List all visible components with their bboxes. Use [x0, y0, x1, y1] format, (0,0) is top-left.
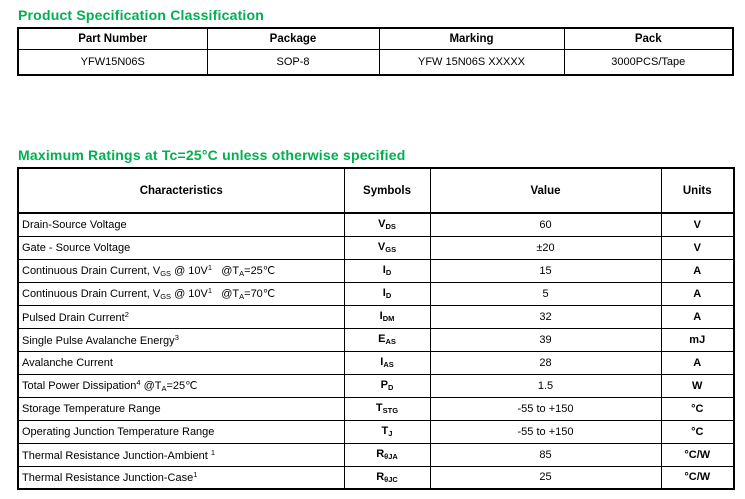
ratings-cell-units: V	[661, 213, 734, 236]
ratings-cell-value: 25	[430, 466, 661, 489]
ratings-table-row	[18, 466, 734, 489]
ratings-table-row	[18, 374, 734, 397]
ratings-cell-characteristics: Storage Temperature Range	[18, 397, 344, 420]
ratings-cell-units: V	[661, 236, 734, 259]
ratings-table-row	[18, 236, 734, 259]
ratings-table-row	[18, 443, 734, 466]
ratings-cell-symbol: $I_{AS}$	[344, 351, 430, 374]
ratings-cell-characteristics: Continuous Drain Current, $V_{GS}$ @ $10V^1$ $@T_A=70℃$	[18, 282, 344, 305]
ratings-header-value: Value	[430, 168, 661, 213]
ratings-table-body	[18, 213, 734, 489]
ratings-cell-value: 15	[430, 259, 661, 282]
ratings-table-row	[18, 213, 734, 236]
spec-table-header-row	[18, 28, 733, 49]
product-specification-table	[17, 27, 734, 76]
ratings-cell-value: 32	[430, 305, 661, 328]
ratings-cell-units: A	[661, 259, 734, 282]
ratings-cell-symbol: $E_{AS}$	[344, 328, 430, 351]
ratings-cell-characteristics: Drain-Source Voltage	[18, 213, 344, 236]
ratings-cell-characteristics: Gate - Source Voltage	[18, 236, 344, 259]
ratings-cell-units: A	[661, 282, 734, 305]
ratings-cell-value: -55 to +150	[430, 397, 661, 420]
maximum-ratings-table	[17, 167, 735, 490]
section-title-maximum-ratings: Maximum Ratings at Tc=25°C unless otherwise specified	[18, 147, 406, 163]
ratings-cell-characteristics: Total Power Dissipation$^4$ $@T_A=25℃$	[18, 374, 344, 397]
ratings-table-row	[18, 328, 734, 351]
ratings-cell-symbol: $R_{\theta JA}$	[344, 443, 430, 466]
spec-header-package: Package	[207, 28, 379, 49]
ratings-table-row	[18, 420, 734, 443]
ratings-cell-symbol: $P_D$	[344, 374, 430, 397]
ratings-cell-value: ±20	[430, 236, 661, 259]
ratings-cell-units: °C/W	[661, 443, 734, 466]
spec-table-row	[18, 49, 733, 75]
ratings-cell-symbol: $R_{\theta JC}$	[344, 466, 430, 489]
ratings-cell-value: 85	[430, 443, 661, 466]
ratings-header-units: Units	[661, 168, 734, 213]
ratings-table-row	[18, 259, 734, 282]
ratings-cell-characteristics: Single Pulse Avalanche Energy$^3$	[18, 328, 344, 351]
ratings-cell-symbol: $I_{DM}$	[344, 305, 430, 328]
ratings-cell-characteristics: Pulsed Drain Current$^2$	[18, 305, 344, 328]
ratings-cell-symbol: $T_{STG}$	[344, 397, 430, 420]
spec-cell-package: SOP-8	[207, 49, 379, 75]
spec-table-body	[18, 49, 733, 75]
ratings-cell-value: 28	[430, 351, 661, 374]
spec-header-marking: Marking	[379, 28, 564, 49]
ratings-cell-symbol: $I_D$	[344, 282, 430, 305]
ratings-cell-characteristics: Continuous Drain Current, $V_{GS}$ @ $10V^1$ $@T_A=25℃$	[18, 259, 344, 282]
ratings-table-header-row	[18, 168, 734, 213]
ratings-cell-characteristics: Thermal Resistance Junction-Case$^1$	[18, 466, 344, 489]
ratings-cell-characteristics: Thermal Resistance Junction-Ambient $^1$	[18, 443, 344, 466]
ratings-cell-units: mJ	[661, 328, 734, 351]
ratings-cell-symbol: $I_D$	[344, 259, 430, 282]
ratings-cell-value: -55 to +150	[430, 420, 661, 443]
ratings-header-symbols: Symbols	[344, 168, 430, 213]
section-title-product-specification: Product Specification Classification	[18, 7, 265, 23]
ratings-cell-symbol: $T_J$	[344, 420, 430, 443]
spec-cell-part-number: YFW15N06S	[18, 49, 207, 75]
ratings-table-row	[18, 305, 734, 328]
ratings-table-row	[18, 397, 734, 420]
ratings-cell-value: 60	[430, 213, 661, 236]
ratings-cell-characteristics: Operating Junction Temperature Range	[18, 420, 344, 443]
ratings-table-row	[18, 351, 734, 374]
ratings-cell-units: A	[661, 305, 734, 328]
ratings-header-characteristics: Characteristics	[18, 168, 344, 213]
ratings-cell-value: 39	[430, 328, 661, 351]
spec-cell-pack: 3000PCS/Tape	[564, 49, 733, 75]
ratings-cell-value: 1.5	[430, 374, 661, 397]
spec-cell-marking: YFW 15N06S XXXXX	[379, 49, 564, 75]
ratings-cell-units: °C	[661, 420, 734, 443]
ratings-cell-units: W	[661, 374, 734, 397]
ratings-cell-units: A	[661, 351, 734, 374]
ratings-table-row	[18, 282, 734, 305]
spec-header-pack: Pack	[564, 28, 733, 49]
ratings-cell-symbol: $V_{GS}$	[344, 236, 430, 259]
spec-header-part-number: Part Number	[18, 28, 207, 49]
ratings-cell-characteristics: Avalanche Current	[18, 351, 344, 374]
ratings-cell-units: °C	[661, 397, 734, 420]
ratings-cell-value: 5	[430, 282, 661, 305]
ratings-cell-symbol: $V_{DS}$	[344, 213, 430, 236]
ratings-cell-units: °C/W	[661, 466, 734, 489]
